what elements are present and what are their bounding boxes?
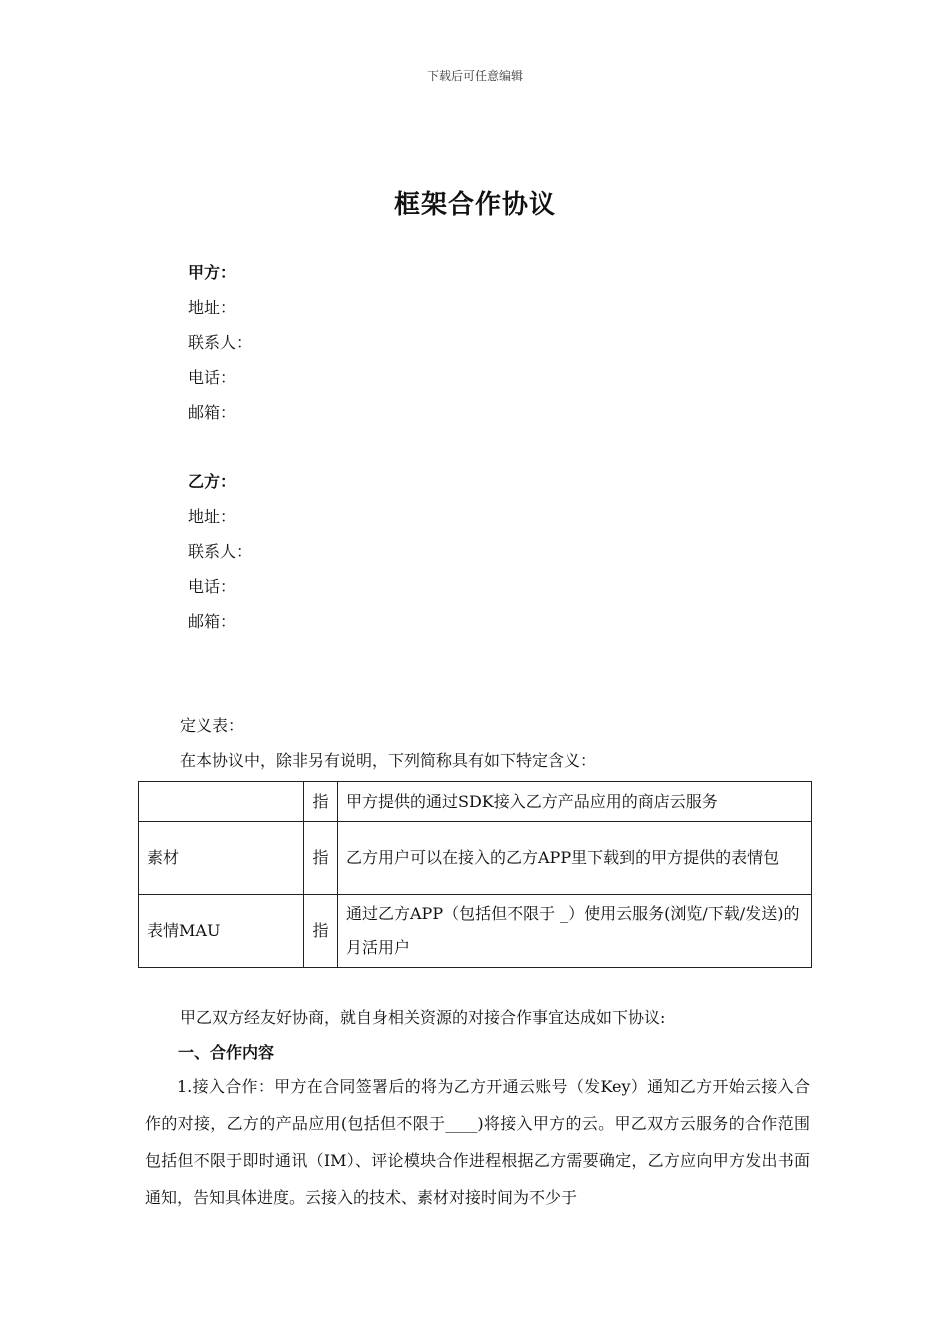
- refer-cell: 指: [304, 822, 338, 895]
- party-a-block: [188, 255, 252, 430]
- term-cell: [139, 782, 304, 822]
- section-1-paragraph-1: 1.接入合作：甲方在合同签署后的将为乙方开通云账号（发Key）通知乙方开始云接入合作的对接，乙方的产品应用(包括但不限于____)将接入甲方的云。甲乙双方云服务的合作范围包括但不限于即时通讯（IM）、评论模块合作进程根据乙方需要确定，乙方应向甲方发出书面通知，告知具体进度。云接入的技术、素材对接时间为不少于: [145, 1077, 810, 1207]
- term-cell: 素材: [139, 822, 304, 895]
- meaning-cell: 乙方用户可以在接入的乙方APP里下载到的甲方提供的表情包: [338, 822, 812, 895]
- party-b-contact: 联系人：: [188, 542, 253, 561]
- term-cell: 表情MAU: [139, 895, 304, 968]
- document-title: 框架合作协议: [393, 190, 556, 220]
- page-header-note: 下载后可任意编辑: [426, 69, 523, 83]
- party-b-phone: 电话：: [188, 577, 237, 596]
- party-b-email: 邮箱：: [188, 612, 237, 631]
- definitions-table: [138, 781, 812, 968]
- definitions-intro: 在本协议中，除非另有说明，下列简称具有如下特定含义：: [180, 751, 597, 770]
- definitions-heading: 定义表：: [180, 716, 245, 735]
- party-a-email: 邮箱：: [188, 403, 237, 422]
- meaning-cell: 甲方提供的通过SDK接入乙方产品应用的商店云服务: [338, 782, 812, 822]
- refer-cell: 指: [304, 782, 338, 822]
- section-1-heading: 一、合作内容: [178, 1043, 275, 1062]
- party-b-block: [188, 464, 252, 639]
- agreement-intro: 甲乙双方经友好协商，就自身相关资源的对接合作事宜达成如下协议:: [180, 1008, 666, 1027]
- refer-cell: 指: [304, 895, 338, 968]
- party-a-phone: 电话：: [188, 368, 237, 387]
- party-a-contact: 联系人：: [188, 333, 253, 352]
- table-row: [139, 782, 812, 822]
- table-row: [139, 822, 812, 895]
- party-a-address: 地址：: [188, 298, 237, 317]
- meaning-cell: 通过乙方APP（包括但不限于 _）使用云服务(浏览/下载/发送)的月活用户: [338, 895, 812, 968]
- party-a-heading: 甲方：: [188, 263, 237, 282]
- table-row: [139, 895, 812, 968]
- party-b-heading: 乙方：: [188, 472, 237, 491]
- party-b-address: 地址：: [188, 507, 237, 526]
